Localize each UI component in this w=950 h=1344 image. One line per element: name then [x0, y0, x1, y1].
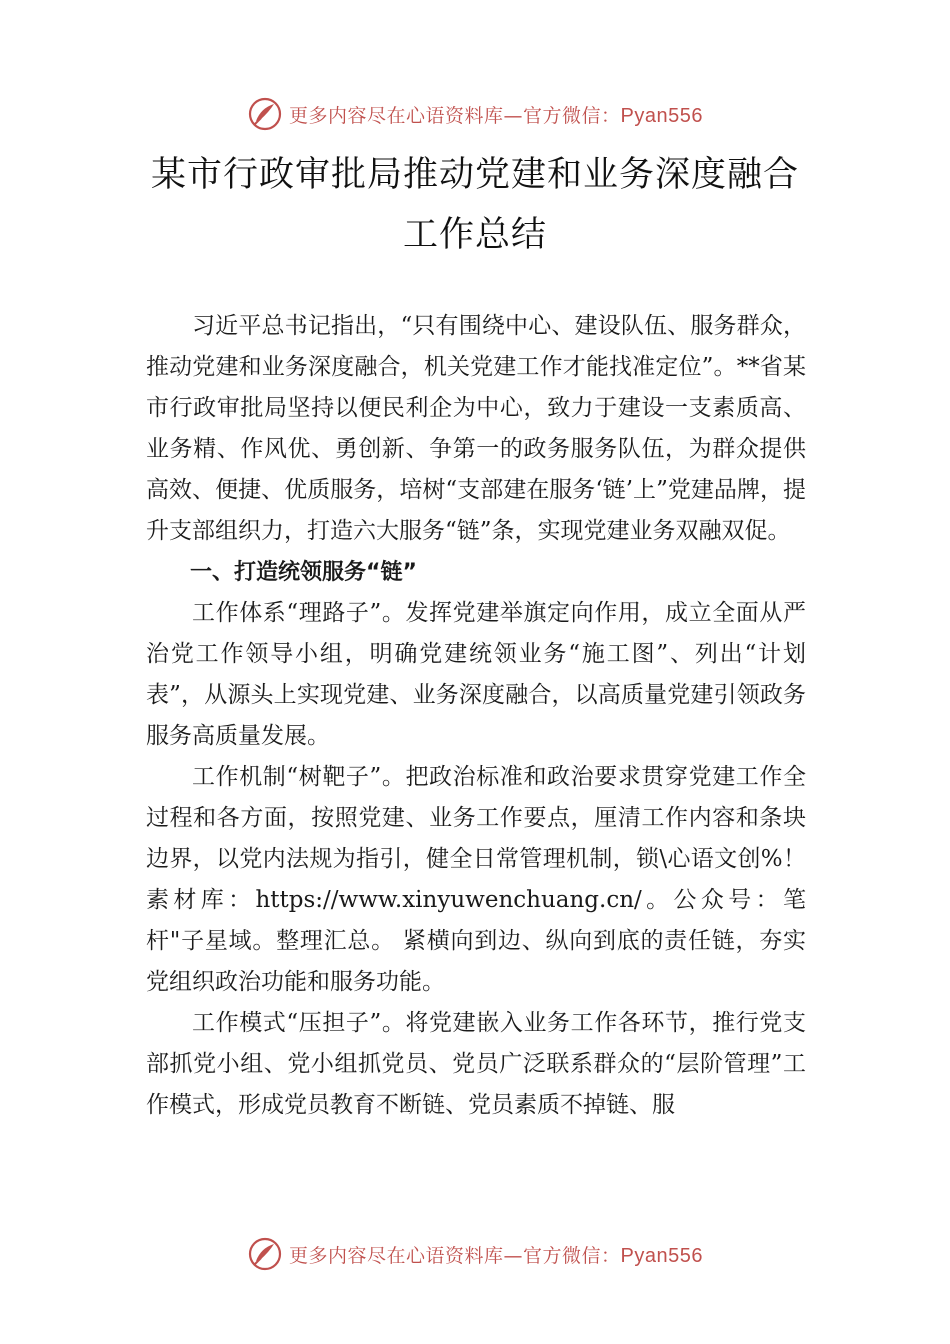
paragraph-work-mode: 工作模式“压担子”。将党建嵌入业务工作各环节，推行党支部抓党小组、党小组抓党员、党员广泛联系群众的“层阶管理”工作模式，形成党员教育不断链、党员素质不掉链、服	[146, 1010, 806, 1118]
watermark-text: 更多内容尽在心语资料库—官方微信：Pyan556	[289, 1244, 703, 1267]
paragraph-work-system: 工作体系“理路子”。发挥党建举旗定向作用，成立全面从严治党工作领导小组，明确党建统领业务“施工图”、列出“计划表”，从源头上实现党建、业务深度融合，以高质量党建引领政务服务高质量发展。	[146, 600, 806, 749]
watermark-banner-bottom	[0, 1232, 950, 1276]
wechat-id: Pyan556	[620, 104, 703, 127]
document-title-line-2: 工作总结	[402, 215, 547, 255]
quill-logo-icon	[247, 1236, 283, 1272]
document-title-line-1: 某市行政审批局推动党建和业务深度融合	[150, 155, 799, 195]
paragraph-work-mechanism: 工作机制“树靶子”。把政治标准和政治要求贯穿党建工作全过程和各方面，按照党建、业务工作要点，厘清工作内容和条块边界，以党内法规为指引，健全日常管理机制，锁\心语文创%！素材库：https://www.xinyuwenchuang.cn/。公众号：笔杆"子星域。整理汇总。 紧横向到边、纵向到底的责任链，夯实党组织政治功能和服务功能。	[146, 764, 806, 995]
wechat-id: Pyan556	[620, 1244, 703, 1267]
watermark-banner-top	[0, 92, 950, 136]
section-heading-1: 一、打造统领服务“链”	[190, 560, 417, 585]
document-body	[146, 306, 806, 1126]
quill-logo-icon	[247, 96, 283, 132]
paragraph-intro: 习近平总书记指出，“只有围绕中心、建设队伍、服务群众，推动党建和业务深度融合，机关党建工作才能找准定位”。**省某市行政审批局坚持以便民利企为中心，致力于建设一支素质高、业务精、作风优、勇创新、争第一的政务服务队伍，为群众提供高效、便捷、优质服务，培树“支部建在服务‘链’上”党建品牌，提升支部组织力，打造六大服务“链”条，实现党建业务双融双促。	[146, 313, 806, 544]
watermark-text: 更多内容尽在心语资料库—官方微信：Pyan556	[289, 104, 703, 127]
